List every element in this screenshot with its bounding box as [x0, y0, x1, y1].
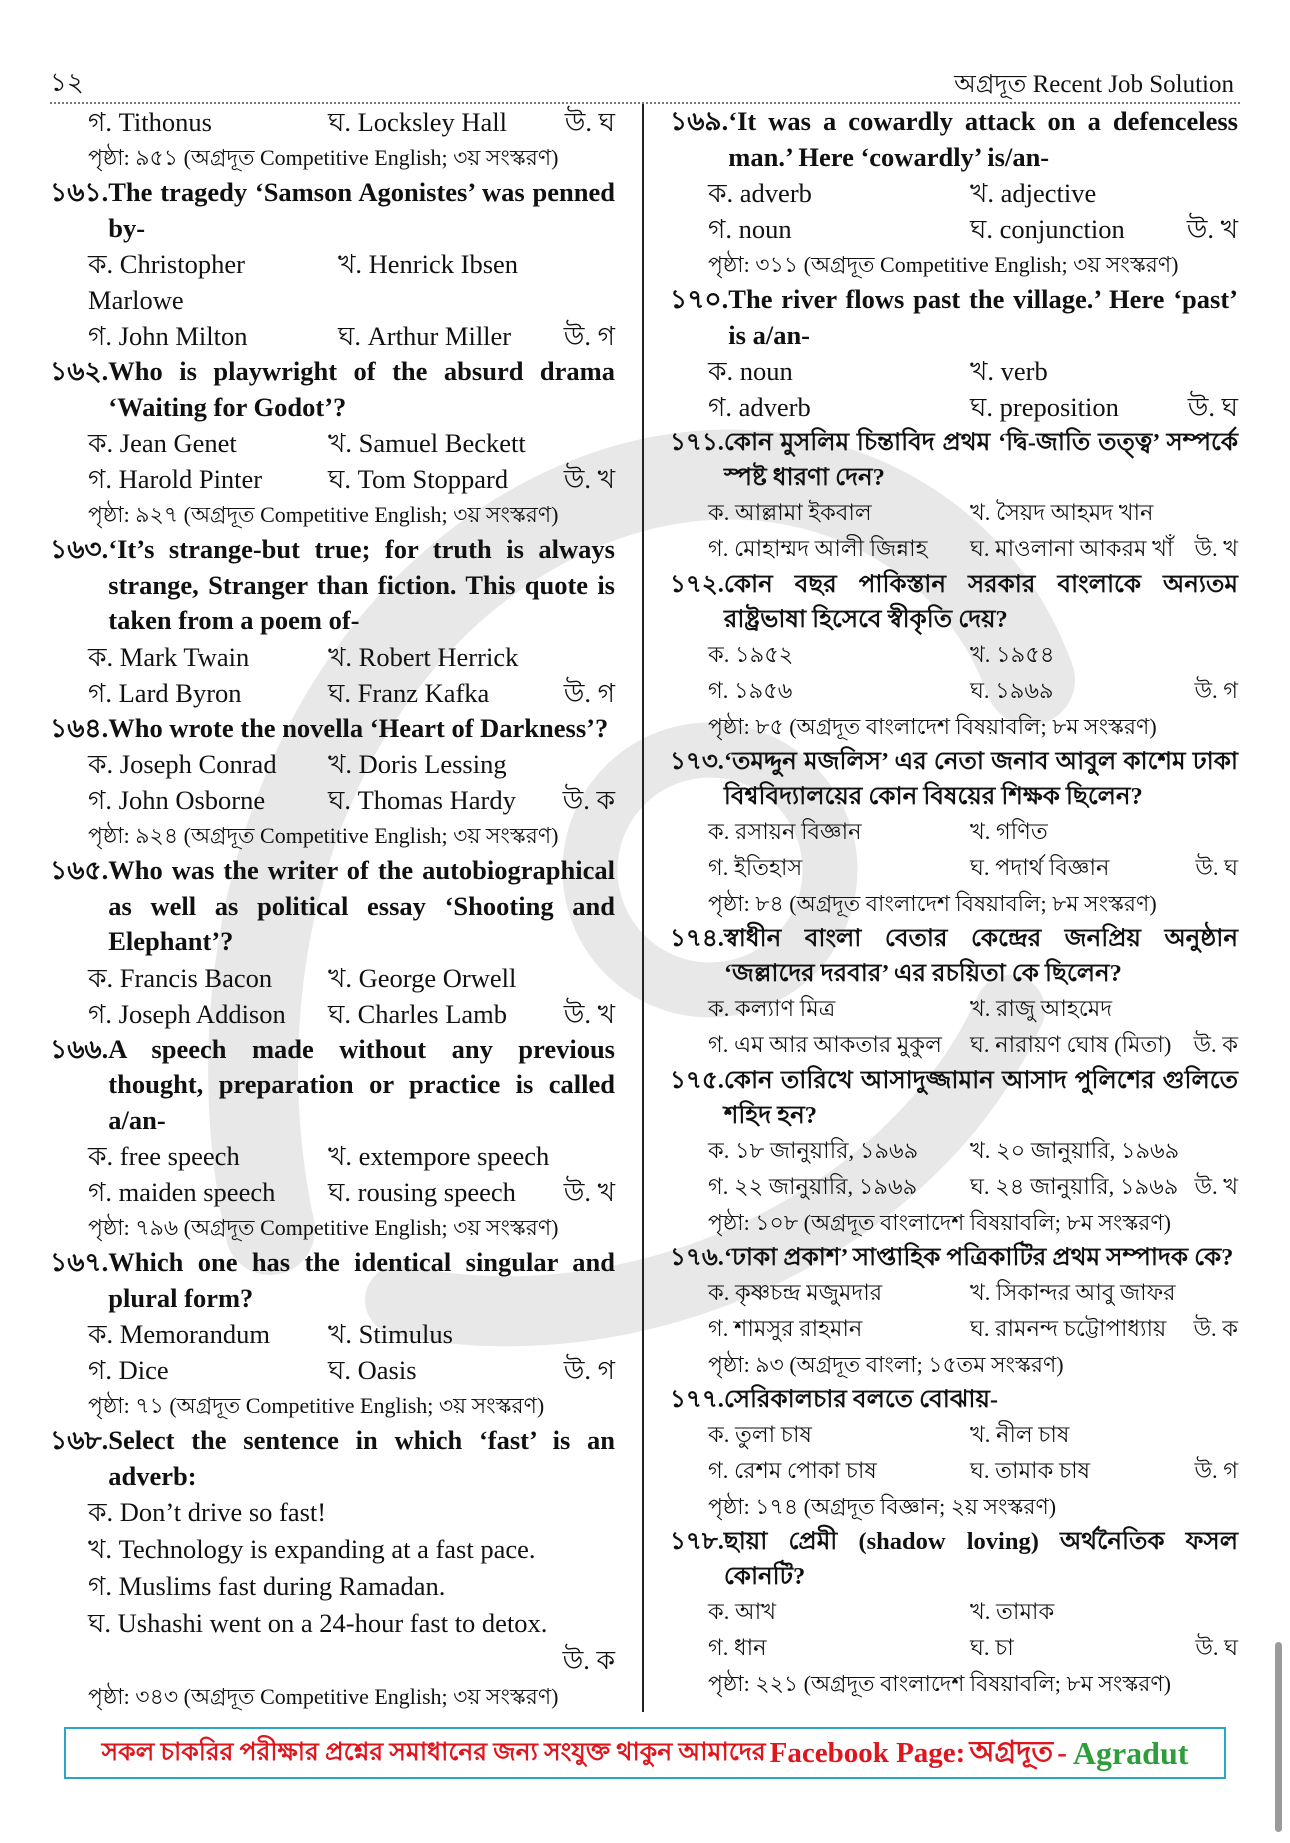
answer: উ. খ — [563, 464, 615, 494]
question-number: ১৭৬. — [670, 1244, 724, 1271]
option-ga: গ. Joseph Addison — [88, 998, 286, 1029]
option-gha: ঘ. চা — [970, 1635, 1014, 1660]
reference: পৃষ্ঠা: ১০৮ (অগ্রদূত বাংলাদেশ বিষয়াবলি; ৮ম সংস্করণ) — [708, 1210, 1171, 1235]
answer: উ. খ — [1186, 214, 1238, 244]
option-kha: খ. Henrick Ibsen — [338, 249, 519, 279]
option-ka: ক. তুলা চাষ — [708, 1422, 812, 1447]
question-text: Who was the writer of the autobiographical as well as political essay ‘Shooting and Elephant’? — [108, 855, 615, 956]
question-number: ১৭৭. — [670, 1386, 724, 1413]
footer-banner[interactable] — [64, 1727, 1226, 1779]
option-gha: ঘ. তামাক চাষ — [970, 1458, 1091, 1483]
question-text: The river flows past the village.’ Here ‘past’ is a/an- — [728, 284, 1238, 350]
question-168 — [50, 1423, 615, 1714]
option-gha: ঘ. Thomas Hardy — [328, 785, 516, 815]
answer: উ. গ — [563, 321, 615, 351]
question-text: Select the sentence in which ‘fast’ is an adverb: — [108, 1425, 615, 1491]
option-kha: খ. George Orwell — [328, 962, 517, 993]
answer: উ. ঘ — [1195, 855, 1238, 880]
option-ga: গ. শামসুর রাহমান — [708, 1316, 863, 1341]
facebook-page-label[interactable]: Facebook Page: — [769, 1736, 966, 1769]
option-ga: গ. Harold Pinter — [88, 464, 263, 494]
column-divider — [642, 104, 644, 1712]
option-ka: ক. আখ — [708, 1599, 777, 1624]
question-number: ১৭৫. — [670, 1067, 724, 1094]
question-text: ‘ঢাকা প্রকাশ’ সাপ্তাহিক পত্রিকাটির প্রথম সম্পাদক কে? — [723, 1244, 1234, 1271]
option-ka: ক. ১৮ জানুয়ারি, ১৯৬৯ — [708, 1138, 919, 1163]
option-kha: খ. ২০ জানুয়ারি, ১৯৬৯ — [970, 1138, 1180, 1163]
reference: পৃষ্ঠা: ৯২৭ (অগ্রদূত Competitive English; ৩য় সংস্করণ) — [88, 502, 559, 527]
right-column — [670, 104, 1238, 1701]
question-number: ১৬৯. — [670, 106, 729, 136]
question-162 — [50, 354, 615, 532]
option-kha: খ. Stimulus — [328, 1319, 453, 1349]
question-175 — [670, 1063, 1238, 1240]
option-ga: গ. Muslims fast during Ramadan. — [88, 1571, 446, 1601]
question-number: ১৬৮. — [50, 1425, 109, 1455]
question-number: ১৭১. — [670, 429, 724, 456]
reference: পৃষ্ঠা: ১৭৪ (অগ্রদূত বিজ্ঞান; ২য় সংস্করণ) — [708, 1494, 1057, 1519]
option-gha: ঘ. ১৯৬৯ — [970, 678, 1054, 703]
answer: উ. ঘ — [564, 107, 615, 137]
option-gha: ঘ. রামনন্দ চট্টোপাধ্যায় — [970, 1316, 1167, 1341]
question-text: The tragedy ‘Samson Agonistes’ was penned by- — [108, 177, 615, 243]
question-number: ১৭০. — [670, 284, 729, 314]
question-text: সেরিকালচার বলতে বোঝায়- — [723, 1386, 999, 1413]
option-kha: খ. গণিত — [970, 819, 1048, 844]
question-text: Who is playwright of the absurd drama ‘Waiting for Godot’? — [108, 356, 615, 422]
option-kha: খ. তামাক — [970, 1599, 1055, 1624]
question-number: ১৬২. — [50, 356, 109, 386]
option-gha: ঘ. Locksley Hall — [328, 107, 508, 137]
answer: উ. ক — [562, 785, 615, 815]
answer: উ. ক — [1193, 1032, 1238, 1057]
option-ka: ক. Francis Bacon — [88, 962, 273, 993]
question-text: ছায়া প্রেমী (shadow loving) অর্থনৈতিক ফসল কোনটি? — [723, 1528, 1238, 1590]
option-gha: ঘ. Tom Stoppard — [328, 464, 509, 494]
option-ga: গ. ধান — [708, 1635, 767, 1660]
answer: উ. গ — [1194, 678, 1238, 703]
option-kha: খ. নীল চাষ — [970, 1422, 1070, 1447]
question-164 — [50, 711, 615, 854]
option-ga: গ. adverb — [708, 392, 811, 422]
question-169 — [670, 104, 1238, 282]
reference: পৃষ্ঠা: ৭৯৬ (অগ্রদূত Competitive English; ৩য় সংস্করণ) — [88, 1215, 559, 1240]
option-gha: ঘ. মাওলানা আকরম খাঁ — [970, 536, 1174, 561]
footer-text: সকল চাকরির পরীক্ষার প্রশ্নের সমাধানের জন্য সংযুক্ত থাকুন আমাদের — [101, 1738, 766, 1766]
answer: উ. খ — [563, 998, 615, 1029]
option-kha: খ. extempore speech — [328, 1141, 550, 1171]
option-ka: ক. noun — [708, 356, 793, 386]
option-ka: ক. রসায়ন বিজ্ঞান — [708, 819, 862, 844]
reference: পৃষ্ঠা: ৯২৪ (অগ্রদূত Competitive English; ৩য় সংস্করণ) — [88, 823, 559, 848]
question-number: ১৭৮. — [670, 1528, 724, 1555]
option-ka: ক. কল্যাণ মিত্র — [708, 996, 836, 1021]
option-gha: ঘ. Franz Kafka — [328, 677, 490, 708]
option-kha: খ. ১৯৫৪ — [970, 642, 1055, 667]
question-number: ১৭২. — [670, 571, 724, 598]
question-text: কোন তারিখে আসাদুজ্জামান আসাদ পুলিশের গুলিতে শহিদ হন? — [723, 1067, 1238, 1129]
question-167 — [50, 1245, 615, 1423]
reference: পৃষ্ঠা: ৭১ (অগ্রদূত Competitive English; ৩য় সংস্করণ) — [88, 1393, 545, 1418]
question-171 — [670, 425, 1238, 567]
option-gha: ঘ. Charles Lamb — [328, 998, 508, 1029]
question-166 — [50, 1032, 615, 1246]
option-ka: ক. ১৯৫২ — [708, 642, 794, 667]
question-number: ১৭৩. — [670, 748, 724, 775]
scrollbar[interactable] — [1275, 1642, 1282, 1832]
question-178 — [670, 1524, 1238, 1701]
option-gha: ঘ. Oasis — [328, 1355, 417, 1385]
option-kha: খ. রাজু আহমেদ — [970, 996, 1113, 1021]
question-number: ১৬৪. — [50, 712, 109, 743]
answer: উ. গ — [563, 1355, 615, 1385]
question-172 — [670, 567, 1238, 744]
question-160-continued — [50, 104, 615, 175]
question-number: ১৭৪. — [670, 925, 724, 952]
option-kha: খ. adjective — [970, 178, 1097, 208]
option-ga: গ. মোহাম্মদ আলী জিন্নাহ — [708, 536, 928, 561]
question-number: ১৬৫. — [50, 855, 109, 885]
question-number: ১৬৭. — [50, 1247, 109, 1277]
question-165 — [50, 853, 615, 1032]
option-ga: গ. রেশম পোকা চাষ — [708, 1458, 877, 1483]
answer: উ. গ — [1194, 1458, 1238, 1483]
option-kha: খ. verb — [970, 356, 1048, 386]
question-161 — [50, 175, 615, 354]
option-ga: গ. ২২ জানুয়ারি, ১৯৬৯ — [708, 1174, 918, 1199]
option-ga: গ. John Osborne — [88, 785, 266, 815]
option-ga: গ. ইতিহাস — [708, 855, 803, 880]
question-number: ১৬৩. — [50, 534, 109, 564]
question-163 — [50, 532, 615, 711]
question-number: ১৬১. — [50, 177, 109, 207]
answer: উ. খ — [1194, 536, 1238, 561]
left-column — [50, 104, 615, 1714]
option-ga: গ. Lard Byron — [88, 677, 242, 708]
option-kha: খ. Robert Herrick — [328, 641, 519, 672]
option-gha: ঘ. conjunction — [970, 214, 1125, 244]
running-head: অগ্রদূত Recent Job Solution — [954, 71, 1234, 98]
option-ka: ক. Don’t drive so fast! — [88, 1497, 327, 1527]
option-ka: ক. free speech — [88, 1141, 240, 1171]
option-ka: ক. Joseph Conrad — [88, 749, 277, 779]
question-text: কোন বছর পাকিস্তান সরকার বাংলাকে অন্যতম রাষ্ট্রভাষা হিসেবে স্বীকৃতি দেয়? — [723, 571, 1238, 633]
option-gha: ঘ. ২৪ জানুয়ারি, ১৯৬৯ — [970, 1174, 1179, 1199]
option-ka: ক. আল্লামা ইকবাল — [708, 500, 872, 525]
option-ka: ক. Memorandum — [88, 1319, 270, 1349]
option-ga: গ. noun — [708, 214, 792, 244]
answer: উ. ক — [1193, 1316, 1238, 1341]
question-text: ‘It’s strange-but true; for truth is always strange, Stranger than fiction. This quote is taken from a poem of- — [108, 534, 615, 635]
brand-separator: - — [1057, 1736, 1067, 1769]
answer: উ. গ — [563, 677, 615, 708]
option-kha: খ. Samuel Beckett — [328, 428, 526, 458]
question-text: Who wrote the novella ‘Heart of Darkness’? — [108, 712, 609, 743]
reference: পৃষ্ঠা: ৩৪৩ (অগ্রদূত Competitive English; ৩য় সংস্করণ) — [88, 1684, 559, 1709]
option-ga: গ. ১৯৫৬ — [708, 678, 793, 703]
option-ga: গ. এম আর আকতার মুকুল — [708, 1032, 942, 1057]
option-ga: গ. John Milton — [88, 321, 248, 351]
answer: উ. খ — [1194, 1174, 1238, 1199]
question-173 — [670, 744, 1238, 921]
reference: পৃষ্ঠা: ৩১১ (অগ্রদূত Competitive English; ৩য় সংস্করণ) — [708, 252, 1179, 277]
option-ga: গ. Tithonus — [88, 107, 212, 137]
option-kha: খ. Doris Lessing — [328, 749, 507, 779]
option-kha: খ. সৈয়দ আহমদ খান — [970, 500, 1154, 525]
reference: পৃষ্ঠা: ৯৫১ (অগ্রদূত Competitive English; ৩য় সংস্করণ) — [88, 145, 559, 170]
option-ka: ক. কৃষ্ণচন্দ্র মজুমদার — [708, 1280, 883, 1305]
reference: পৃষ্ঠা: ৮৪ (অগ্রদূত বাংলাদেশ বিষয়াবলি; ৮ম সংস্করণ) — [708, 891, 1157, 916]
option-gha: ঘ. Arthur Miller — [338, 321, 512, 351]
question-text: Which one has the identical singular and plural form? — [108, 1247, 615, 1313]
question-text: কোন মুসলিম চিন্তাবিদ প্রথম ‘দ্বি-জাতি তত্ত্ব’ সম্পর্কে স্পষ্ট ধারণা দেন? — [723, 429, 1238, 491]
reference: পৃষ্ঠা: ৮৫ (অগ্রদূত বাংলাদেশ বিষয়াবলি; ৮ম সংস্করণ) — [708, 714, 1157, 739]
question-text: ‘It was a cowardly attack on a defenceless man.’ Here ‘cowardly’ is/an- — [728, 106, 1238, 172]
page-number: ১২ — [50, 68, 84, 97]
question-174 — [670, 921, 1238, 1063]
question-177 — [670, 1382, 1238, 1524]
reference: পৃষ্ঠা: ২২১ (অগ্রদূত বাংলাদেশ বিষয়াবলি; ৮ম সংস্করণ) — [708, 1671, 1171, 1696]
brand-bn: অগ্রদূত — [969, 1735, 1054, 1768]
reference: পৃষ্ঠা: ৯৩ (অগ্রদূত বাংলা; ১৫তম সংস্করণ) — [708, 1352, 1064, 1377]
question-text: স্বাধীন বাংলা বেতার কেন্দ্রের জনপ্রিয় অনুষ্ঠান ‘জল্লাদের দরবার’ এর রচয়িতা কে ছিলেন? — [723, 925, 1238, 987]
option-gha: ঘ. Ushashi went on a 24-hour fast to detox. — [88, 1608, 548, 1638]
option-ka: ক. adverb — [708, 178, 812, 208]
option-gha: ঘ. rousing speech — [328, 1177, 516, 1207]
question-text: ‘তমদ্দুন মজলিস’ এর নেতা জনাব আবুল কাশেম ঢাকা বিশ্ববিদ্যালয়ের কোন বিষয়ের শিক্ষক ছিলেন? — [723, 748, 1238, 810]
brand-en: Agradut — [1072, 1734, 1189, 1771]
option-ka: ক. Mark Twain — [88, 641, 250, 672]
option-ga: গ. Dice — [88, 1355, 169, 1385]
option-ga: গ. maiden speech — [88, 1177, 276, 1207]
answer: উ. খ — [563, 1177, 615, 1207]
option-ka: ক. Christopher Marlowe — [88, 249, 245, 315]
answer: উ. ঘ — [1195, 1635, 1238, 1660]
option-gha: ঘ. নারায়ণ ঘোষ (মিতা) — [970, 1032, 1172, 1057]
question-176 — [670, 1240, 1238, 1382]
question-text: A speech made without any previous thought, preparation or practice is called a/an- — [108, 1033, 615, 1135]
option-ka: ক. Jean Genet — [88, 428, 237, 458]
option-gha: ঘ. পদার্থ বিজ্ঞান — [970, 855, 1110, 880]
answer: উ. ঘ — [1187, 392, 1238, 422]
option-kha: খ. সিকান্দর আবু জাফর — [970, 1280, 1176, 1305]
option-kha: খ. Technology is expanding at a fast pace. — [88, 1534, 536, 1564]
question-number: ১৬৬. — [50, 1033, 109, 1064]
option-gha: ঘ. preposition — [970, 392, 1119, 422]
question-170 — [670, 282, 1238, 425]
answer: উ. ক — [562, 1645, 615, 1675]
